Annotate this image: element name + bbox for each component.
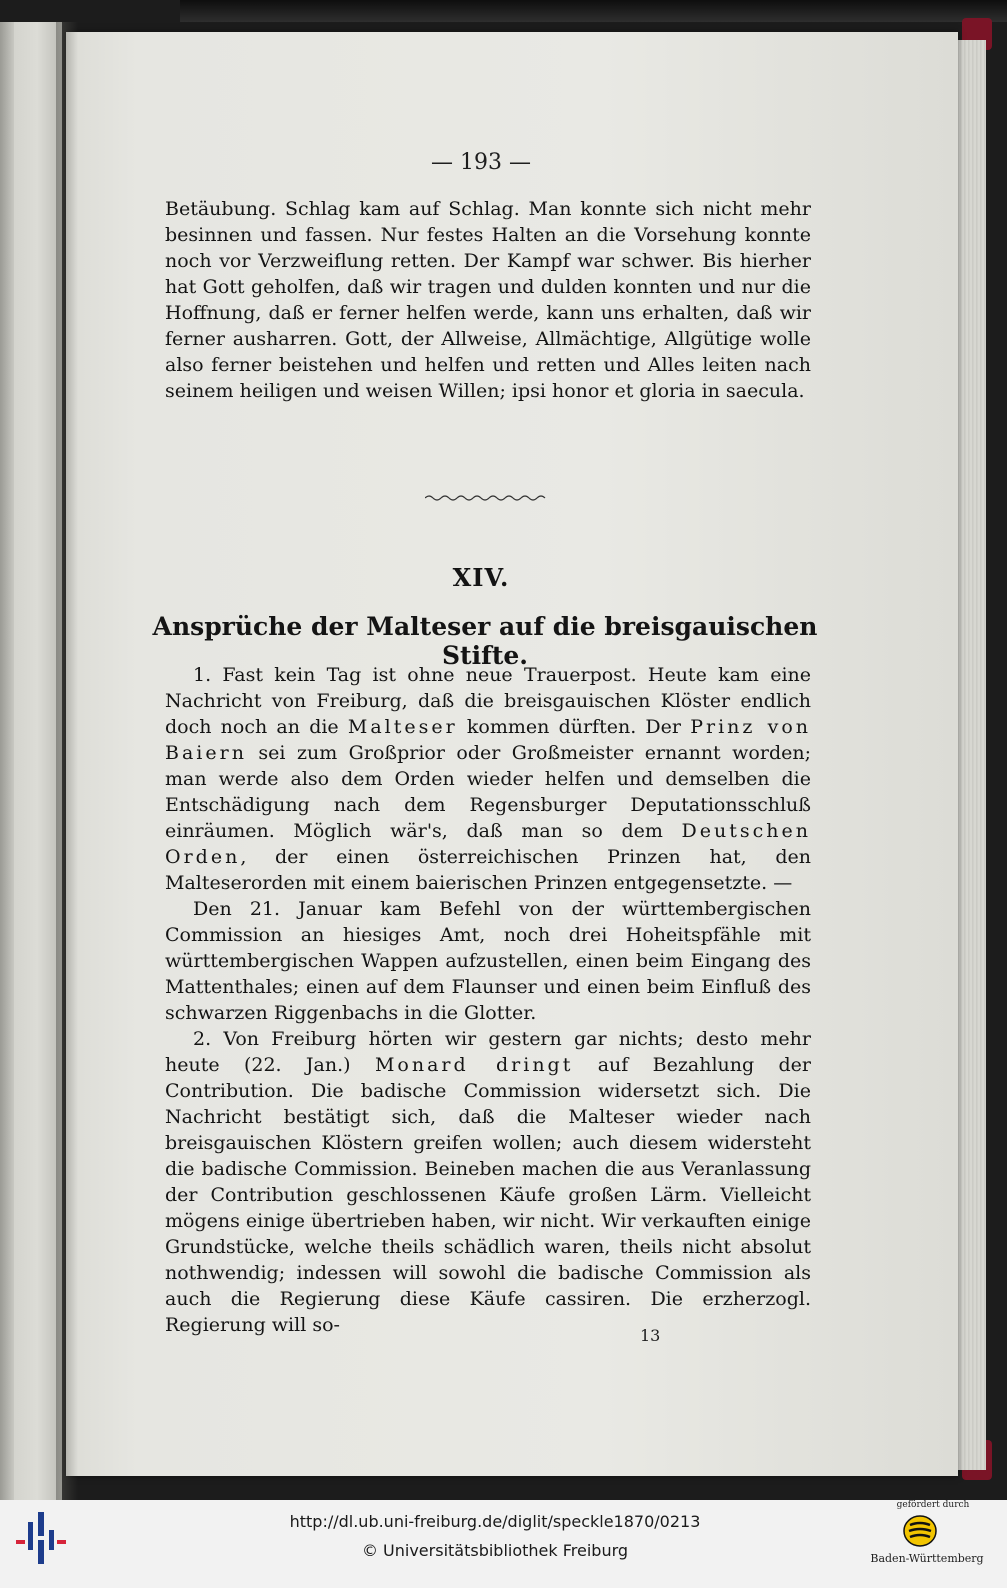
page-number: — 193 — (431, 150, 531, 175)
paragraph-1-text: 1. Fast kein Tag ist ohne neue Trauerpost. Heute kam eine Nachricht von Freiburg, daß die breisgauischen Klöster endlich doch noch an die (165, 664, 811, 738)
continuation-paragraph (165, 196, 811, 404)
paragraph-3-text: auf Bezahlung der Contribution. Die badische Commission widersetzt sich. Die Nachricht bestätigt sich, daß die Malteser wieder nach breisgauischen Klöstern greifen wollen; auch diesem widersteht die badische Commission. Beineben machen die aus Veranlassung der Contribution geschlossenen Käufe großen Lärm. Vielleicht mögens einige übertrieben haben, wir nicht. Wir verkauften einige Grundstücke, welche theils schädlich waren, theils nicht absolut nothwendig; indessen will sowohl die badische Commission als auch die Regierung diese Käufe cassiren. Die erzherzogl. Regierung will so- (165, 1054, 812, 1336)
spaced-term-monard-dringt: Monard dringt (374, 1054, 574, 1076)
coat-of-arms-icon (902, 1513, 938, 1549)
paragraph-3-text: 2. Von Freiburg hörten wir gestern gar nichts; desto mehr heute (22. Jan.) (165, 1028, 811, 1076)
copyright-notice: © Universitätsbibliothek Freiburg (361, 1541, 629, 1560)
book-cover-top (180, 0, 1007, 22)
paragraph-3 (165, 1026, 811, 1338)
chapter-title: Ansprüche der Malteser auf die breisgauischen Stifte. (152, 612, 818, 670)
section-divider-ornament (425, 493, 549, 503)
page-edges (958, 40, 986, 1470)
funding-label: gefördert durch (896, 1500, 970, 1510)
continuation-text: Betäubung. Schlag kam auf Schlag. Man konnte sich nicht mehr besinnen und fassen. Nur festes Halten an die Vorsehung konnte noch vor Verzweiflung retten. Der Kampf war schwer. Bis hierher hat Gott geholfen, daß wir tragen und dulden konnten und nur die Hoffnung, daß er ferner helfen werde, kann uns erhalten, daß wir ferner ausharren. Gott, der Allweise, Allmächtige, Allgütige wolle also ferner beistehen und helfen und retten und Alles leiten nach seinem heiligen und weisen Willen; ipsi honor et gloria in saecula. (165, 198, 811, 402)
paragraph-1-text: , der einen österreichischen Prinzen hat, den Malteserorden mit einem baierischen Prinzen entgegensetzte. — (165, 846, 811, 894)
document-url[interactable]: http://dl.ub.uni-freiburg.de/diglit/speckle1870/0213 (289, 1512, 701, 1531)
signature-mark: 13 (640, 1326, 661, 1345)
left-page-edge (0, 22, 14, 1500)
paragraph-1-text: kommen dürften. Der (457, 716, 691, 738)
chapter-body (165, 662, 811, 1338)
spine-shadow (56, 22, 78, 1500)
paragraph-1 (165, 662, 811, 896)
funding-state-name: Baden-Württemberg (870, 1552, 984, 1565)
paragraph-1-text: sei zum Großprior oder Großmeister ernannt worden; man werde also dem Orden wieder helfen und demselben die Entschädigung nach dem Regensburger Deputationsschluß einräumen. Möglich wär's, daß man so dem (165, 742, 811, 842)
spaced-term-malteser: Malteser (347, 716, 458, 738)
paragraph-2: Den 21. Januar kam Befehl von der württembergischen Commission an hiesiges Amt, noch drei Hoheitspfähle mit württembergischen Wappen aufzustellen, einen beim Eingang des Mattenthales; einen auf dem Flaunser und einen beim Einfluß des schwarzen Riggenbachs in die Glotter. (165, 898, 811, 1024)
spaced-term-prinz-von-baiern: Prinz von Baiern (165, 716, 812, 764)
spaced-term-deutschen-orden: Deutschen Orden (165, 820, 811, 868)
chapter-number: XIV. (452, 563, 510, 592)
